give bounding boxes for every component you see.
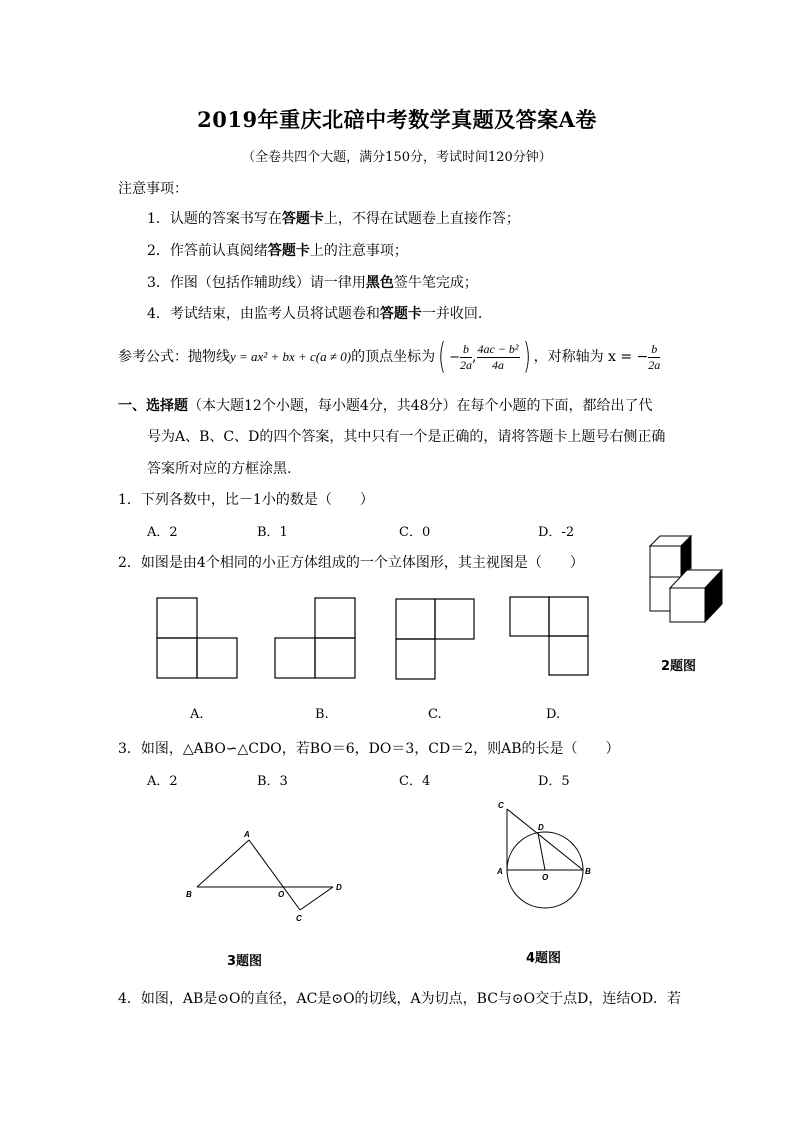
q4-circle-figure <box>496 801 591 908</box>
page-subtitle: （全卷共四个大题，满分150分，考试时间120分钟） <box>242 150 552 165</box>
fraction-denominator: 2a <box>648 357 661 372</box>
q4-figure-caption: 4题图 <box>526 951 562 966</box>
formula-text: 的顶点坐标为 <box>351 349 436 365</box>
fraction-numerator: b <box>460 342 472 358</box>
question-2-stem: 2．如图是由4个相同的小正方体组成的一个立体图形，其主视图是（ ） <box>118 555 584 571</box>
q3-label-b: B <box>186 890 192 899</box>
q3-label-o: O <box>278 890 285 899</box>
question-1-option-b: B．1 <box>257 525 288 540</box>
comma: , <box>472 349 477 365</box>
q3-label-c: C <box>296 914 302 923</box>
q4-label-b: B <box>585 867 591 876</box>
question-3-option-d: D．5 <box>538 774 570 789</box>
notice-item-text: 上的注意事项； <box>309 243 408 259</box>
notice-item-text: 3．作图（包括作辅助线）请一律用 <box>147 275 366 291</box>
notice-heading: 注意事项： <box>118 181 188 197</box>
notice-item-text: 签牛笔完成； <box>393 275 478 291</box>
question-1-option-a: A．2 <box>147 525 178 540</box>
question-4-stem: 4．如图，AB是⊙O的直径，AC是⊙O的切线，A为切点，BC与⊙O交于点D，连结OD．若 <box>118 991 682 1007</box>
notice-item-bold: 答题卡 <box>281 211 324 227</box>
fraction-numerator: b <box>648 342 660 358</box>
notice-item-bold: 黑色 <box>365 275 394 291</box>
formula-text: ，对称轴为 x = − <box>533 349 649 365</box>
section-intro-line-3: 答案所对应的方框涂黑. <box>147 461 292 477</box>
notice-item-text: 4．考试结束，由监考人员将试题卷和 <box>147 306 380 322</box>
page-title: 2019年重庆北碚中考数学真题及答案A卷 <box>197 107 597 132</box>
notice-item-text: 2．作答前认真阅绪 <box>147 243 268 259</box>
q2-option-a-view <box>157 598 237 678</box>
question-2-option-d: D. <box>546 707 561 722</box>
notice-item-text: 一并收回. <box>421 306 483 322</box>
left-paren: ( <box>438 336 446 377</box>
q4-label-c: C <box>498 801 504 810</box>
q2-solid-figure <box>650 536 722 622</box>
question-3-option-b: B．3 <box>257 774 288 789</box>
right-paren: ) <box>522 336 531 377</box>
notice-item-bold: 答题卡 <box>379 306 422 322</box>
q2-option-c-view <box>396 599 474 679</box>
q3-triangle-figure <box>186 830 342 923</box>
question-1-option-c: C．0 <box>399 525 431 540</box>
question-2-option-b: B. <box>315 707 329 722</box>
notice-item-text: 上，不得在试题卷上直接作答； <box>323 211 520 227</box>
minus-sign: − <box>449 350 461 365</box>
question-2-option-a: A. <box>190 707 204 722</box>
notice-item-bold: 答题卡 <box>267 243 310 259</box>
question-3-option-c: C．4 <box>399 774 431 789</box>
question-1-option-d: D．-2 <box>538 525 575 540</box>
q3-figure-caption: 3题图 <box>227 954 263 969</box>
question-3-stem: 3．如图，△ABO∽△CDO，若BO＝6，DO＝3，CD＝2，则AB的长是（ ） <box>118 741 620 757</box>
q4-label-d: D <box>538 823 544 832</box>
fraction-denominator: 4a <box>492 357 505 372</box>
section-heading: 一、选择题 <box>118 398 188 414</box>
section-intro-line-2: 号为A、B、C、D的四个答案，其中只有一个是正确的，请将答题卡上题号右侧正确 <box>147 429 666 445</box>
question-3-option-a: A．2 <box>147 774 178 789</box>
section-text: （本大题12个小题，每小题4分，共48分）在每个小题的下面，都给出了代 <box>188 398 653 414</box>
q2-figure-caption: 2题图 <box>661 659 697 674</box>
q3-label-a: A <box>244 830 250 839</box>
q2-option-b-view <box>275 598 355 678</box>
q2-option-d-view <box>510 597 588 675</box>
q3-label-d: D <box>336 883 342 892</box>
notice-item-text: 1．认题的答案书写在 <box>147 211 282 227</box>
question-1-stem: 1．下列各数中，比－1小的数是（ ） <box>118 492 374 508</box>
fraction-numerator: 4ac − b² <box>477 341 519 356</box>
formula-label: 参考公式：抛物线 <box>118 349 230 365</box>
q4-label-a: A <box>497 867 503 876</box>
formula-expression: y = ax² + bx + c(a ≠ 0) <box>230 349 352 364</box>
question-2-option-c: C. <box>428 707 442 722</box>
q4-label-o: O <box>542 873 549 882</box>
fraction-denominator: 2a <box>460 357 473 372</box>
